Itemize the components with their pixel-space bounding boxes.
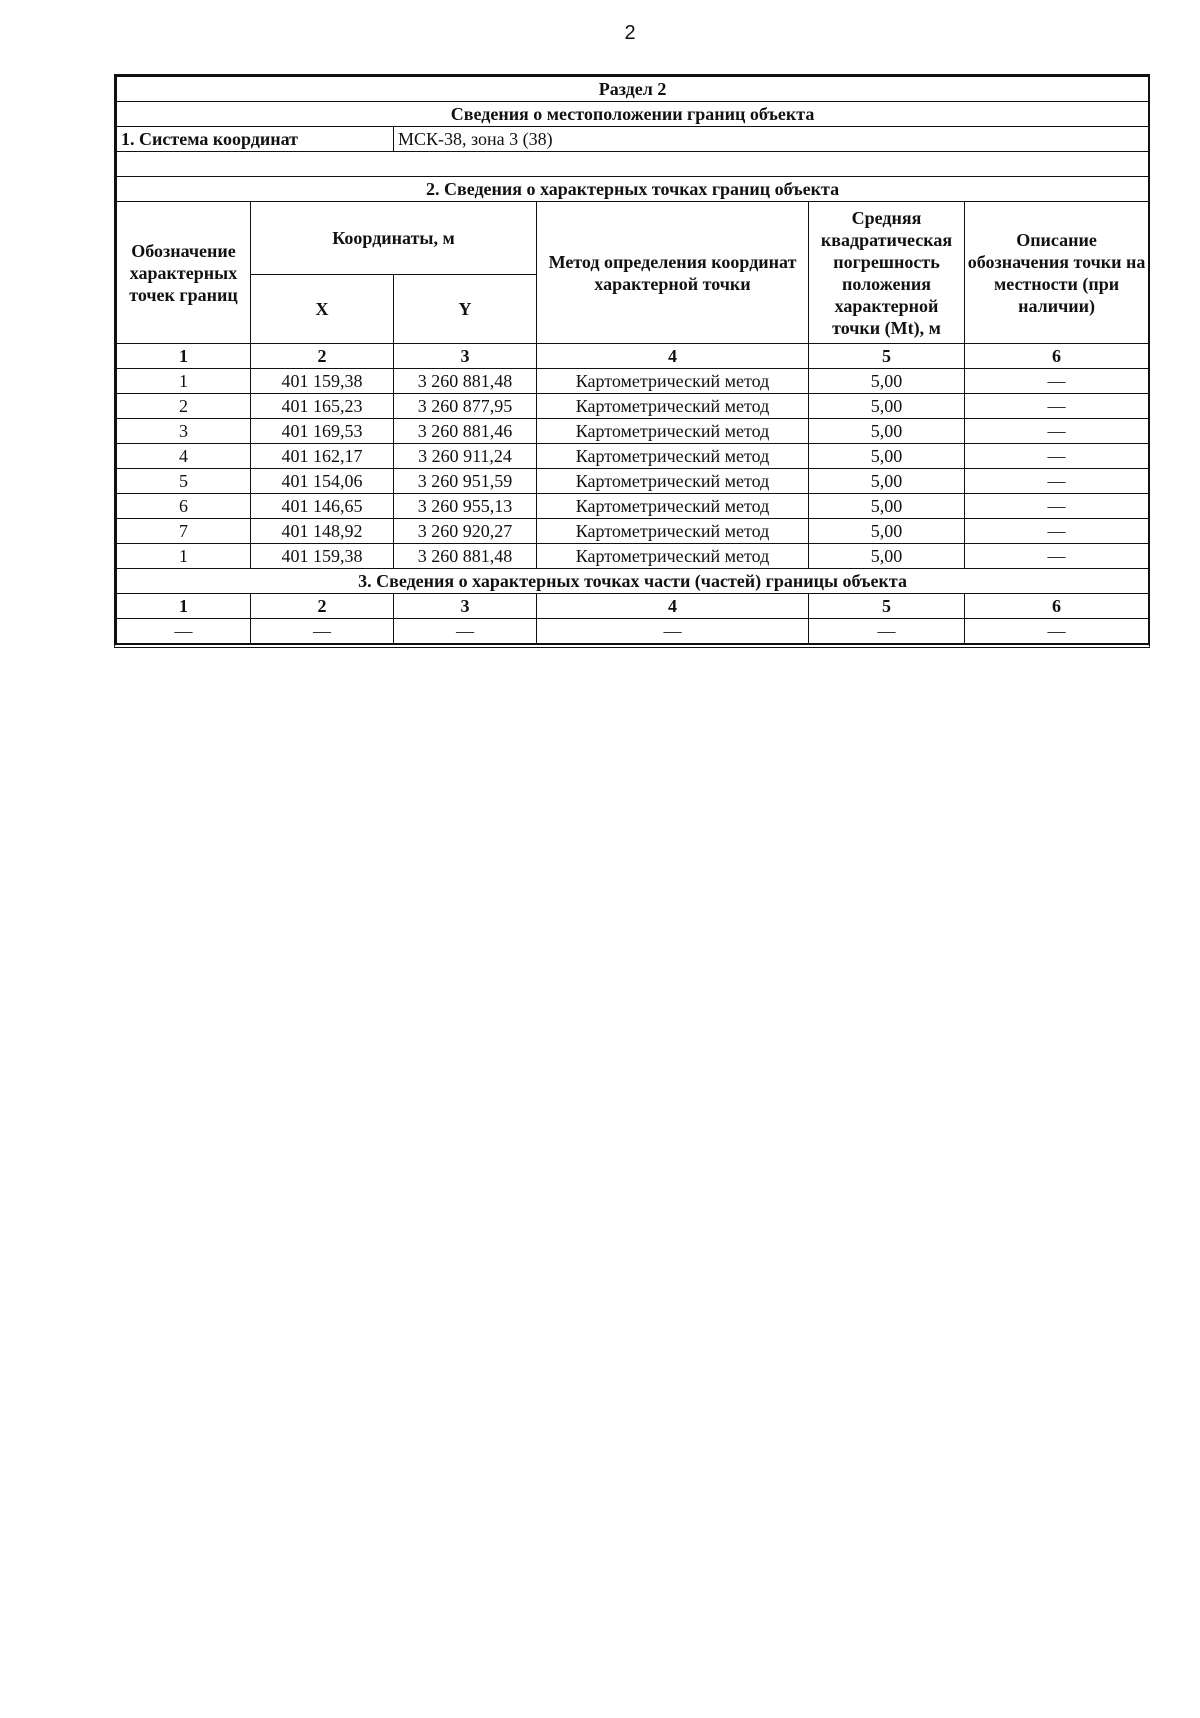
part-points-title: 3. Сведения о характерных точках части (частей) границы объекта	[117, 569, 1149, 594]
method-cell: Картометрический метод	[537, 519, 809, 544]
column-number: 3	[394, 594, 537, 619]
description-cell: —	[965, 419, 1149, 444]
y-coordinate: 3 260 955,13	[394, 494, 537, 519]
description-cell: —	[965, 519, 1149, 544]
method-cell: Картометрический метод	[537, 544, 809, 569]
point-number: 2	[117, 394, 251, 419]
header-description: Описание обозначения точки на местности (при наличии)	[965, 202, 1149, 344]
error-cell: 5,00	[809, 519, 965, 544]
column-number: 2	[251, 594, 394, 619]
table-row	[117, 369, 1149, 394]
header-coordinates: Координаты, м	[251, 202, 537, 275]
x-coordinate: 401 146,65	[251, 494, 394, 519]
empty-cell: —	[965, 619, 1149, 644]
x-coordinate: 401 154,06	[251, 469, 394, 494]
table-row	[117, 619, 1149, 644]
column-number: 5	[809, 594, 965, 619]
table-row	[117, 444, 1149, 469]
blank-row	[117, 152, 1149, 177]
column-number: 6	[965, 594, 1149, 619]
table-row	[117, 519, 1149, 544]
table-row	[117, 394, 1149, 419]
empty-cell: —	[394, 619, 537, 644]
header-x: X	[251, 275, 394, 344]
point-number: 6	[117, 494, 251, 519]
error-cell: 5,00	[809, 394, 965, 419]
table-row	[117, 544, 1149, 569]
point-number: 5	[117, 469, 251, 494]
method-cell: Картометрический метод	[537, 394, 809, 419]
error-cell: 5,00	[809, 444, 965, 469]
coordinate-system-label: 1. Система координат	[117, 127, 394, 152]
point-number: 1	[117, 369, 251, 394]
x-coordinate: 401 159,38	[251, 369, 394, 394]
method-cell: Картометрический метод	[537, 444, 809, 469]
y-coordinate: 3 260 877,95	[394, 394, 537, 419]
error-cell: 5,00	[809, 369, 965, 394]
error-cell: 5,00	[809, 469, 965, 494]
column-number: 1	[117, 344, 251, 369]
description-cell: —	[965, 394, 1149, 419]
description-cell: —	[965, 469, 1149, 494]
description-cell: —	[965, 544, 1149, 569]
description-cell: —	[965, 369, 1149, 394]
empty-cell: —	[117, 619, 251, 644]
y-coordinate: 3 260 881,46	[394, 419, 537, 444]
column-number: 5	[809, 344, 965, 369]
y-coordinate: 3 260 951,59	[394, 469, 537, 494]
section-title: Раздел 2	[117, 77, 1149, 102]
method-cell: Картометрический метод	[537, 419, 809, 444]
empty-cell: —	[537, 619, 809, 644]
column-number: 4	[537, 594, 809, 619]
method-cell: Картометрический метод	[537, 494, 809, 519]
method-cell: Картометрический метод	[537, 369, 809, 394]
boundary-table	[116, 76, 1149, 644]
boundary-points-title: 2. Сведения о характерных точках границ объекта	[117, 177, 1149, 202]
header-designation: Обозначение характерных точек границ	[117, 202, 251, 344]
y-coordinate: 3 260 881,48	[394, 369, 537, 394]
x-coordinate: 401 148,92	[251, 519, 394, 544]
section-subtitle: Сведения о местоположении границ объекта	[117, 102, 1149, 127]
empty-cell: —	[809, 619, 965, 644]
header-error: Средняя квадратическая погрешность положения характерной точки (Mt), м	[809, 202, 965, 344]
x-coordinate: 401 162,17	[251, 444, 394, 469]
coordinate-system-value: МСК-38, зона 3 (38)	[394, 127, 1149, 152]
column-number: 1	[117, 594, 251, 619]
description-cell: —	[965, 444, 1149, 469]
method-cell: Картометрический метод	[537, 469, 809, 494]
point-number: 3	[117, 419, 251, 444]
description-cell: —	[965, 494, 1149, 519]
x-coordinate: 401 159,38	[251, 544, 394, 569]
page-number: 2	[624, 22, 636, 44]
table-row	[117, 494, 1149, 519]
error-cell: 5,00	[809, 544, 965, 569]
x-coordinate: 401 165,23	[251, 394, 394, 419]
table-row	[117, 469, 1149, 494]
column-number: 4	[537, 344, 809, 369]
column-number: 6	[965, 344, 1149, 369]
y-coordinate: 3 260 911,24	[394, 444, 537, 469]
point-number: 1	[117, 544, 251, 569]
error-cell: 5,00	[809, 419, 965, 444]
empty-cell: —	[251, 619, 394, 644]
point-number: 4	[117, 444, 251, 469]
error-cell: 5,00	[809, 494, 965, 519]
table-row	[117, 419, 1149, 444]
column-number: 2	[251, 344, 394, 369]
header-y: Y	[394, 275, 537, 344]
y-coordinate: 3 260 881,48	[394, 544, 537, 569]
point-number: 7	[117, 519, 251, 544]
boundary-sheet	[114, 74, 1150, 648]
x-coordinate: 401 169,53	[251, 419, 394, 444]
header-method: Метод определения координат характерной точки	[537, 202, 809, 344]
y-coordinate: 3 260 920,27	[394, 519, 537, 544]
column-number: 3	[394, 344, 537, 369]
